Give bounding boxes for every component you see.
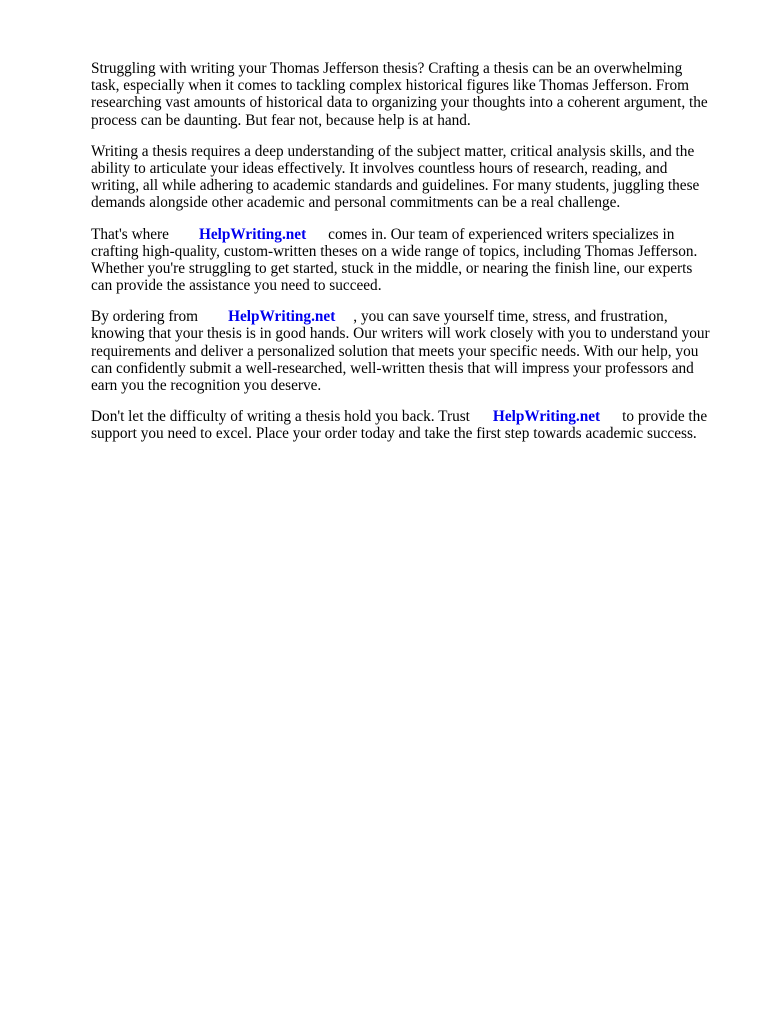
text-segment: , you can save yourself time, stress, and frustration, [353, 308, 668, 326]
text-line: knowing that your thesis is in good hands. Our writers will work closely with you to understand your [91, 325, 710, 343]
paragraph-service [91, 226, 731, 295]
document-page [91, 60, 731, 457]
text-segment: comes in. Our team of experienced writers specializes in [328, 225, 675, 243]
text-line: task, especially when it comes to tackling complex historical figures like Thomas Jefferson. From [91, 77, 689, 95]
text-line: support you need to excel. Place your order today and take the first step towards academic success. [91, 425, 697, 443]
helpwriting-link[interactable]: HelpWriting.net [228, 308, 336, 326]
text-line: demands alongside other academic and personal commitments can be a real challenge. [91, 194, 621, 212]
text-segment: to provide the [622, 408, 708, 426]
text-line: Writing a thesis requires a deep understanding of the subject matter, critical analysis skills, and the [91, 142, 695, 160]
text-segment: Don't let the difficulty of writing a thesis hold you back. Trust [91, 408, 470, 426]
helpwriting-link[interactable]: HelpWriting.net [492, 408, 601, 426]
text-line: earn you the recognition you deserve. [91, 377, 322, 394]
text-line: requirements and deliver a personalized solution that meets your specific needs. With our help, you [91, 342, 699, 360]
text-line [91, 308, 731, 325]
text-line: researching vast amounts of historical data to organizing your thoughts into a coherent argument, the [91, 94, 708, 112]
text-line: crafting high-quality, custom-written theses on a wide range of topics, including Thomas Jefferson. [91, 242, 698, 260]
text-line: process can be daunting. But fear not, because help is at hand. [91, 111, 471, 129]
text-line: Whether you're struggling to get started, stuck in the middle, or nearing the finish line, our experts [91, 259, 693, 277]
text-line: writing, all while adhering to academic standards and guidelines. For many students, juggling these [91, 177, 700, 195]
paragraph-ordering [91, 308, 731, 394]
text-segment: By ordering from [91, 308, 199, 326]
text-line: can confidently submit a well-researched, well-written thesis that will impress your professors and [91, 359, 694, 377]
text-line: Struggling with writing your Thomas Jefferson thesis? Crafting a thesis can be an overwhelming [91, 60, 683, 77]
text-line [91, 408, 731, 425]
text-line: ability to articulate your ideas effectively. It involves countless hours of research, reading, and [91, 159, 668, 177]
text-line [91, 226, 731, 243]
helpwriting-link[interactable]: HelpWriting.net [198, 225, 307, 243]
text-segment: That's where [91, 225, 169, 243]
paragraph-intro [91, 60, 731, 129]
text-line: can provide the assistance you need to succeed. [91, 277, 382, 295]
paragraph-requirements [91, 143, 731, 212]
paragraph-closing [91, 408, 731, 442]
